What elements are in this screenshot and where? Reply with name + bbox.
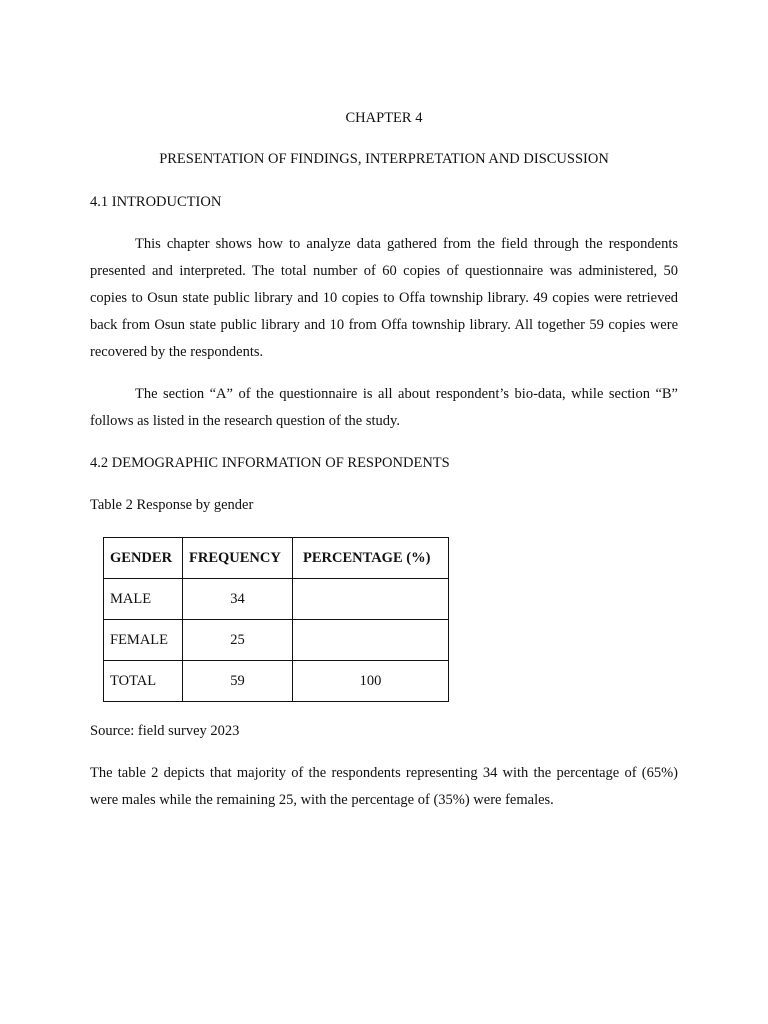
cell-frequency: 25 [183,620,293,661]
intro-paragraph-1-text: This chapter shows how to analyze data gathered from the field through the respondents presented and interpreted. The total number of 60 copies of questionnaire was administered, 50 copies to Osun state public library and 10 copies to Offa township library. 49 copies were retrieved back from Osun state public library and 10 from Offa township library. All together 59 copies were recovered by the respondents. [90,236,678,360]
intro-paragraph-2-text: The section “A” of the questionnaire is all about respondent’s bio-data, while section “B” follows as listed in the research question of the study. [90,386,678,429]
table-caption: Table 2 Response by gender [90,497,254,513]
header-frequency: FREQUENCY [183,538,293,579]
header-percentage: PERCENTAGE (%) [293,538,449,579]
table-row [104,579,449,620]
chapter-title: PRESENTATION OF FINDINGS, INTERPRETATION AND DISCUSSION [159,151,609,167]
cell-percentage [293,579,449,620]
header-gender: GENDER [104,538,183,579]
chapter-heading: CHAPTER 4 [345,110,423,126]
intro-paragraph-1 [90,231,678,366]
cell-frequency: 34 [183,579,293,620]
table-discussion-paragraph: The table 2 depicts that majority of the respondents representing 34 with the percentage of (65%) were males while the remaining 25, with the percentage of (35%) were females. [90,765,678,808]
cell-percentage: 100 [293,661,449,702]
table-row [104,661,449,702]
source-note: Source: field survey 2023 [90,723,240,739]
cell-gender: FEMALE [104,620,183,661]
cell-percentage [293,620,449,661]
cell-gender: TOTAL [104,661,183,702]
section-heading-demographic: 4.2 DEMOGRAPHIC INFORMATION OF RESPONDENTS [90,455,450,471]
section-heading-introduction: 4.1 INTRODUCTION [90,194,222,210]
cell-gender: MALE [104,579,183,620]
intro-paragraph-2 [90,381,678,435]
table-row [104,620,449,661]
cell-frequency: 59 [183,661,293,702]
table-header-row [104,538,449,579]
gender-response-table [103,537,449,702]
